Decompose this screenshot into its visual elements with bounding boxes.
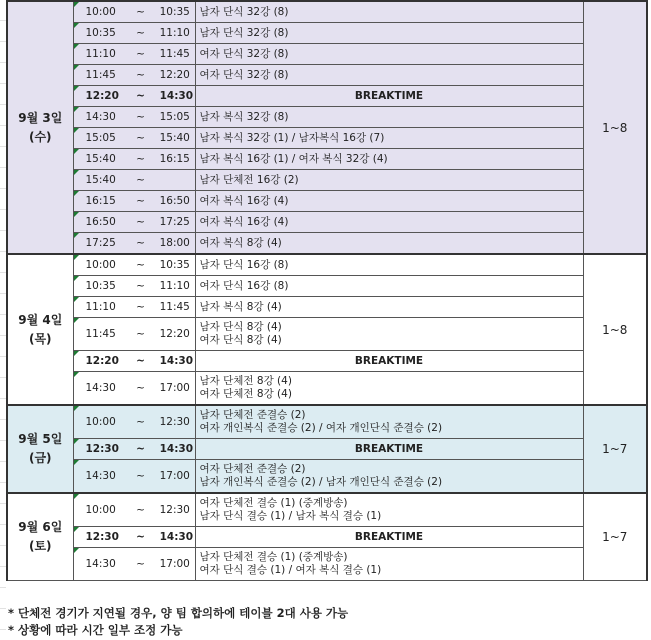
start-time: 11:45	[85, 69, 116, 81]
event-text: 여자 단식 16강 (8)	[199, 279, 289, 292]
end-time: 12:20	[159, 328, 190, 340]
time-separator: ~	[136, 237, 145, 249]
schedule-row	[7, 318, 647, 351]
end-time: 11:45	[159, 48, 190, 60]
schedule-row	[7, 65, 647, 86]
end-time: 12:30	[159, 504, 190, 516]
time-cell	[73, 439, 195, 460]
event-text: 남자 단체전 결승 (1) (중계방송)	[199, 551, 348, 563]
event-text: 남자 단식 8강 (4)	[199, 321, 282, 333]
time-cell	[73, 23, 195, 44]
day-cell	[7, 405, 73, 493]
schedule-table	[6, 0, 648, 581]
schedule-row	[7, 212, 647, 233]
event-cell	[195, 460, 583, 494]
schedule-row	[7, 405, 647, 439]
time-cell	[73, 351, 195, 372]
end-time: 17:00	[159, 558, 190, 570]
day-cell	[7, 254, 73, 405]
court-count-cell: 1~8	[583, 1, 647, 254]
time-separator: ~	[136, 259, 145, 271]
event-text: 여자 복식 16강 (4)	[199, 194, 289, 207]
day-weekday: (수)	[28, 129, 52, 144]
end-time: 16:15	[159, 153, 190, 165]
event-cell	[195, 351, 583, 372]
schedule-row	[7, 170, 647, 191]
time-cell	[73, 460, 195, 494]
start-time: 15:05	[85, 132, 116, 144]
breaktime-row	[7, 439, 647, 460]
end-time: 17:00	[159, 382, 190, 394]
time-cell	[73, 107, 195, 128]
day-cell	[7, 493, 73, 581]
note-line: * 상황에 따라 시간 일부 조정 가능	[8, 623, 183, 637]
event-text: 여자 복식 8강 (4)	[199, 236, 282, 249]
time-separator: ~	[136, 328, 145, 340]
event-text: BREAKTIME	[354, 89, 424, 102]
time-separator: ~	[136, 504, 145, 516]
breaktime-row	[7, 527, 647, 548]
day-date: 9월 3일	[18, 110, 63, 125]
time-separator: ~	[136, 355, 145, 367]
event-cell	[195, 439, 583, 460]
event-cell	[195, 149, 583, 170]
time-cell	[73, 212, 195, 233]
event-cell	[195, 23, 583, 44]
end-time: 11:45	[159, 301, 190, 313]
note-line: * 단체전 경기가 지연될 경우, 양 팀 합의하에 테이블 2대 사용 가능	[8, 606, 349, 620]
start-time: 12:20	[85, 355, 119, 367]
time-cell	[73, 149, 195, 170]
end-time: 14:30	[159, 90, 194, 102]
end-time: 14:30	[159, 443, 194, 455]
start-time: 16:50	[85, 216, 116, 228]
court-count-cell: 1~7	[583, 493, 647, 581]
breaktime-row	[7, 86, 647, 107]
time-separator: ~	[136, 174, 145, 186]
schedule-row	[7, 1, 647, 23]
event-text: 남자 단체전 준결승 (2)	[199, 409, 306, 421]
time-separator: ~	[136, 443, 145, 455]
start-time: 17:25	[85, 237, 116, 249]
time-cell	[73, 372, 195, 406]
event-cell	[195, 170, 583, 191]
time-cell	[73, 548, 195, 581]
start-time: 14:30	[85, 558, 116, 570]
schedule-row	[7, 297, 647, 318]
start-time: 10:00	[85, 416, 116, 428]
schedule-row	[7, 233, 647, 255]
event-cell	[195, 297, 583, 318]
time-separator: ~	[136, 280, 145, 292]
time-separator: ~	[136, 216, 145, 228]
end-time: 11:10	[159, 280, 190, 292]
event-cell	[195, 212, 583, 233]
event-text: 여자 단식 8강 (4)	[199, 334, 282, 346]
court-count-cell: 1~8	[583, 254, 647, 405]
schedule-row	[7, 548, 647, 581]
event-cell	[195, 65, 583, 86]
event-cell	[195, 405, 583, 439]
start-time: 12:30	[85, 531, 119, 543]
day-weekday: (금)	[28, 451, 52, 465]
start-time: 10:00	[85, 259, 116, 271]
event-text: 남자 복식 16강 (1) / 여자 복식 32강 (4)	[199, 152, 388, 165]
schedule-row	[7, 23, 647, 44]
start-time: 15:40	[85, 174, 116, 186]
event-cell	[195, 372, 583, 406]
event-text: 여자 개인복식 준결승 (2) / 여자 개인단식 준결승 (2)	[199, 422, 443, 434]
time-separator: ~	[136, 470, 145, 482]
time-separator: ~	[136, 132, 145, 144]
end-time: 17:00	[159, 470, 190, 482]
event-cell	[195, 86, 583, 107]
schedule-row	[7, 149, 647, 170]
event-text: 남자 복식 32강 (8)	[199, 110, 289, 123]
event-text: 남자 단식 32강 (8)	[199, 5, 289, 18]
time-separator: ~	[136, 382, 145, 394]
start-time: 16:15	[85, 195, 116, 207]
schedule-row	[7, 44, 647, 65]
time-separator: ~	[136, 153, 145, 165]
start-time: 10:35	[85, 27, 116, 39]
start-time: 12:20	[85, 90, 119, 102]
schedule-row	[7, 493, 647, 527]
start-time: 12:30	[85, 443, 119, 455]
event-text: 여자 단체전 8강 (4)	[199, 388, 292, 400]
time-cell	[73, 128, 195, 149]
day-cell	[7, 1, 73, 254]
event-text: 여자 단체전 준결승 (2)	[199, 463, 306, 475]
end-time: 10:35	[159, 259, 190, 271]
event-text: 여자 단체전 결승 (1) (중계방송)	[199, 497, 348, 509]
event-text: 남자 단체전 8강 (4)	[199, 375, 292, 387]
time-cell	[73, 276, 195, 297]
end-time: 18:00	[159, 237, 190, 249]
schedule-row	[7, 372, 647, 406]
time-separator: ~	[136, 531, 145, 543]
event-text: 여자 복식 16강 (4)	[199, 215, 289, 228]
event-text: 남자 복식 32강 (1) / 남자복식 16강 (7)	[199, 131, 385, 144]
start-time: 14:30	[85, 382, 116, 394]
time-cell	[73, 254, 195, 276]
time-cell	[73, 1, 195, 23]
start-time: 14:30	[85, 111, 116, 123]
end-time: 16:50	[159, 195, 190, 207]
schedule-row	[7, 128, 647, 149]
event-text: 남자 단식 32강 (8)	[199, 26, 289, 39]
time-separator: ~	[136, 301, 145, 313]
time-separator: ~	[136, 558, 145, 570]
time-cell	[73, 44, 195, 65]
event-text: 남자 단체전 16강 (2)	[199, 173, 299, 186]
court-count-cell: 1~7	[583, 405, 647, 493]
event-cell	[195, 254, 583, 276]
time-cell	[73, 405, 195, 439]
event-cell	[195, 318, 583, 351]
end-time: 14:30	[159, 355, 194, 367]
time-cell	[73, 170, 195, 191]
schedule-row	[7, 191, 647, 212]
event-text: 여자 단식 결승 (1) / 여자 복식 결승 (1)	[199, 564, 382, 576]
start-time: 11:10	[85, 301, 116, 313]
event-text: 남자 단식 16강 (8)	[199, 258, 289, 271]
event-text: 여자 단식 32강 (8)	[199, 47, 289, 60]
time-cell	[73, 527, 195, 548]
schedule-sheet	[6, 0, 646, 603]
event-cell	[195, 107, 583, 128]
event-cell	[195, 493, 583, 527]
time-separator: ~	[136, 27, 145, 39]
event-text: 남자 단식 결승 (1) / 남자 복식 결승 (1)	[199, 510, 382, 522]
day-date: 9월 5일	[18, 432, 63, 446]
time-cell	[73, 493, 195, 527]
day-weekday: (토)	[28, 539, 52, 553]
event-text: 남자 개인복식 준결승 (2) / 남자 개인단식 준결승 (2)	[199, 476, 443, 488]
time-cell	[73, 191, 195, 212]
end-time: 10:35	[159, 6, 190, 18]
event-text: BREAKTIME	[354, 530, 424, 543]
event-text: 남자 복식 8강 (4)	[199, 300, 282, 313]
time-separator: ~	[136, 416, 145, 428]
time-separator: ~	[136, 195, 145, 207]
schedule-row	[7, 276, 647, 297]
breaktime-row	[7, 351, 647, 372]
end-time: 17:25	[159, 216, 190, 228]
start-time: 11:45	[85, 328, 116, 340]
event-cell	[195, 276, 583, 297]
time-cell	[73, 86, 195, 107]
schedule-row	[7, 254, 647, 276]
event-cell	[195, 44, 583, 65]
event-cell	[195, 191, 583, 212]
schedule-row	[7, 460, 647, 494]
event-text: BREAKTIME	[354, 442, 424, 455]
end-time: 15:40	[159, 132, 190, 144]
event-cell	[195, 128, 583, 149]
start-time: 11:10	[85, 48, 116, 60]
end-time: 14:30	[159, 531, 194, 543]
event-cell	[195, 527, 583, 548]
time-cell	[73, 297, 195, 318]
time-separator: ~	[136, 69, 145, 81]
time-separator: ~	[136, 48, 145, 60]
day-date: 9월 4일	[18, 312, 63, 327]
end-time: 12:20	[159, 69, 190, 81]
time-separator: ~	[136, 111, 145, 123]
time-separator: ~	[136, 6, 145, 18]
time-cell	[73, 65, 195, 86]
start-time: 10:00	[85, 6, 116, 18]
time-cell	[73, 233, 195, 255]
start-time: 10:00	[85, 504, 116, 516]
time-cell	[73, 318, 195, 351]
time-separator: ~	[136, 90, 145, 102]
end-time: 12:30	[159, 416, 190, 428]
day-date: 9월 6일	[18, 520, 63, 534]
notes	[8, 605, 348, 639]
end-time: 15:05	[159, 111, 190, 123]
end-time: 11:10	[159, 27, 190, 39]
schedule-row	[7, 107, 647, 128]
event-text: BREAKTIME	[354, 354, 424, 367]
event-cell	[195, 233, 583, 255]
start-time: 15:40	[85, 153, 116, 165]
event-cell	[195, 548, 583, 581]
day-weekday: (목)	[28, 331, 52, 346]
event-text: 여자 단식 32강 (8)	[199, 68, 289, 81]
start-time: 14:30	[85, 470, 116, 482]
start-time: 10:35	[85, 280, 116, 292]
event-cell	[195, 1, 583, 23]
